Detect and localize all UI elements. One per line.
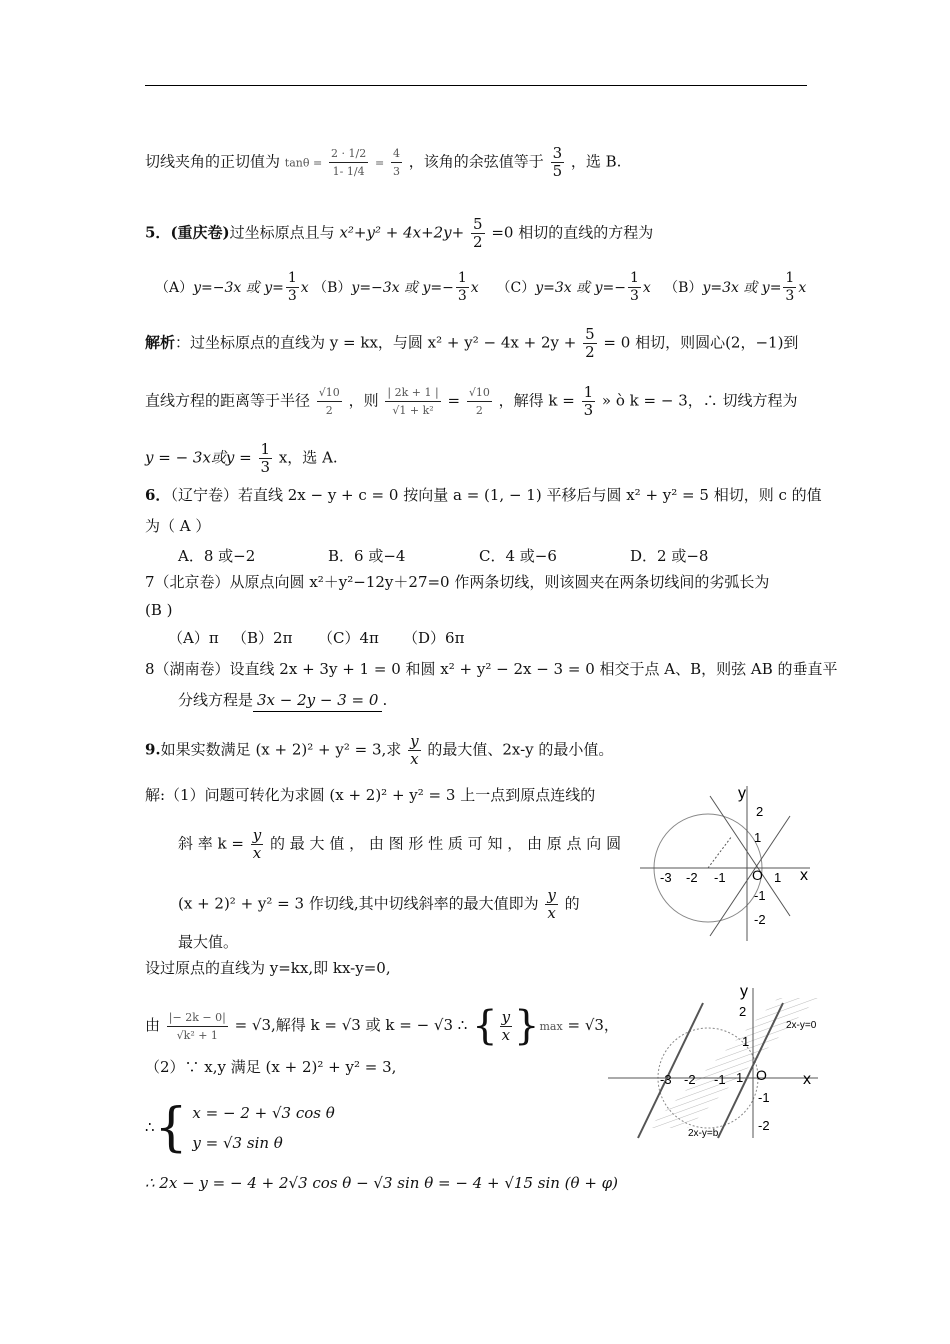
fig1-tick-y: -2 xyxy=(754,912,766,927)
q6-stem-2: 为（ A ） xyxy=(145,517,211,535)
q5-option-a: （A）y=−3x 或 y= $\frac{1}{3}$ x xyxy=(155,270,309,304)
q6-stem: 6．（辽宁卷）若直线 2x − y + c = 0 按向量 a = (1, − 1) 平移后与圆 x² + y² = 5 相切，则 c 的值 xyxy=(145,486,822,504)
q5-solution-2: 直线方程的距离等于半径 $\frac{√10}{2}$ ，则 $\frac{| 2k + 1 |}{\text{√1 + k²}}$ = $\frac{√10}{2}$ ，解得 k = $\frac{1}{3}$ » ò k = − 3，∴ 切线方程为 xyxy=(145,383,798,419)
radius-line xyxy=(708,836,732,868)
header-rule xyxy=(145,85,807,86)
intro-line: 切线夹角的正切值为 tanθ = $\frac{2 \cdot 1/2}{1- 1/4}$ = $\frac{4}{3}$ ，该角的余弦值等于 $\frac{3}{5}$ ，选 B. xyxy=(145,144,622,180)
fig2-tick-y: 1 xyxy=(742,1034,750,1049)
fig1-y-label: y xyxy=(738,785,746,802)
q9-sol-6: 由 $\frac{|- 2k - 0|}{\text{√k² + 1}}$ = √3,解得 k = √3 或 k = − √3 ∴ { $\frac{y}{x}$ }max = √3， xyxy=(145,1003,619,1049)
q5-solution-1: 解析：过坐标原点的直线为 y = kx，与圆 x² + y² − 4x + 2y + $\frac{5}{2}$ = 0 相切，则圆心(2，−1)到 xyxy=(145,325,799,361)
fig1-origin-label: O xyxy=(752,867,763,883)
fig1-tick-x: -1 xyxy=(714,870,726,885)
figure-tangent-lines xyxy=(640,776,820,946)
q6-option-a: A．8 或−2 xyxy=(178,547,256,565)
fig1-tick-x: 1 xyxy=(774,870,782,885)
q8-stem: 8（湖南卷）设直线 2x + 3y + 1 = 0 和圆 x² + y² − 2x − 3 = 0 相交于点 A、B，则弦 AB 的垂直平 xyxy=(145,660,838,678)
fig2-tick-y: -1 xyxy=(758,1090,770,1105)
fig2-line-label-b: 2x-y=b xyxy=(688,1128,719,1139)
q7-option-c: （C）4π xyxy=(318,629,379,647)
q9-sol-5: 设过原点的直线为 y=kx,即 kx-y=0, xyxy=(145,959,391,977)
fig2-tick-y: 2 xyxy=(739,1004,747,1019)
q9-stem: 9.如果实数满足 (x + 2)² + y² = 3,求 $\frac{y}{x}$ 的最大值、2x-y 的最小值。 xyxy=(145,732,614,768)
fig2-origin-label: O xyxy=(756,1067,767,1083)
q7-option-a: （A）π xyxy=(168,629,219,647)
q9-sol-4: 最大值。 xyxy=(178,933,239,951)
q9-sol-1: 解:（1）问题可转化为求圆 (x + 2)² + y² = 3 上一点到原点连线的 xyxy=(145,786,596,804)
tan-fraction: $\frac{2 \cdot 1/2}{1- 1/4}$ xyxy=(330,147,367,178)
q7-option-d: （D）6π xyxy=(403,629,465,647)
q5-options xyxy=(155,270,806,305)
tangent-line-1 xyxy=(710,796,790,916)
q7-option-b: （B）2π xyxy=(232,629,293,647)
figure-2x-minus-y xyxy=(608,978,830,1140)
fig1-x-label: x xyxy=(800,867,808,884)
fig2-y-label: y xyxy=(740,983,748,1000)
fig1-tick-x: -3 xyxy=(660,870,672,885)
q5-option-b: （B）y=−3x 或 y=− $\frac{1}{3}$ x xyxy=(313,270,479,304)
q5-option-c: （C）y=3x 或 y=− $\frac{1}{3}$ x xyxy=(496,270,651,304)
q6-option-d: D．2 或−8 xyxy=(630,547,709,565)
q5-stem: 5．(重庆卷)过坐标原点且与 x²+y² + 4x+2y+ $\frac{5}{2}$ =0 相切的直线的方程为 xyxy=(145,215,654,251)
fig2-tick-x: 1 xyxy=(736,1070,744,1085)
fig1-tick-y: 1 xyxy=(754,830,762,845)
q9-sol-3: (x + 2)² + y² = 3 作切线,其中切线斜率的最大值即为 $\frac{y}{x}$ 的 xyxy=(178,886,580,922)
q9-sol-7: （2）∵ x,y 满足 (x + 2)² + y² = 3, xyxy=(145,1058,397,1076)
q6-option-b: B．6 或−4 xyxy=(328,547,406,565)
q6-option-c: C．4 或−6 xyxy=(479,547,557,565)
q7-stem-2: (B ) xyxy=(145,601,173,619)
q7-stem: 7（北京卷）从原点向圆 x²＋y²−12y＋27=0 作两条切线，则该圆夹在两条切线间的劣弧长为 xyxy=(145,573,770,591)
fig1-tick-x: -2 xyxy=(686,870,698,885)
q5-solution-3: y = − 3x或y = $\frac{1}{3}$ x，选 A. xyxy=(145,440,338,476)
fig2-line-label-a: 2x-y=0 xyxy=(786,1020,817,1031)
q8-answer: 3x − 2y − 3 = 0 xyxy=(253,689,382,712)
fig2-tick-x: -3 xyxy=(660,1072,672,1087)
fig2-tick-x: -2 xyxy=(684,1072,696,1087)
fig1-tick-y: -1 xyxy=(754,888,766,903)
q9-sol-8: ∴{ x = − 2 + √3 cos θ y = √3 sin θ xyxy=(145,1098,335,1158)
q9-sol-2: 斜 率 k = $\frac{y}{x}$ 的 最 大 值 ， 由 图 形 性 质 可 知 ， 由 原 点 向 圆 xyxy=(178,826,622,862)
q5-option-d: （B）y=3x 或 y= $\frac{1}{3}$ x xyxy=(664,270,807,304)
q8-stem-2: 分线方程是 3x − 2y − 3 = 0 . xyxy=(178,689,387,712)
fig2-tick-y: -2 xyxy=(758,1118,770,1133)
fig1-tick-y: 2 xyxy=(756,804,764,819)
fig2-x-label: x xyxy=(803,1071,811,1088)
fig2-tick-x: -1 xyxy=(714,1072,726,1087)
q9-sol-9: ∴ 2x − y = − 4 + 2√3 cos θ − √3 sin θ = − 4 + √15 sin (θ + φ) xyxy=(145,1174,619,1192)
